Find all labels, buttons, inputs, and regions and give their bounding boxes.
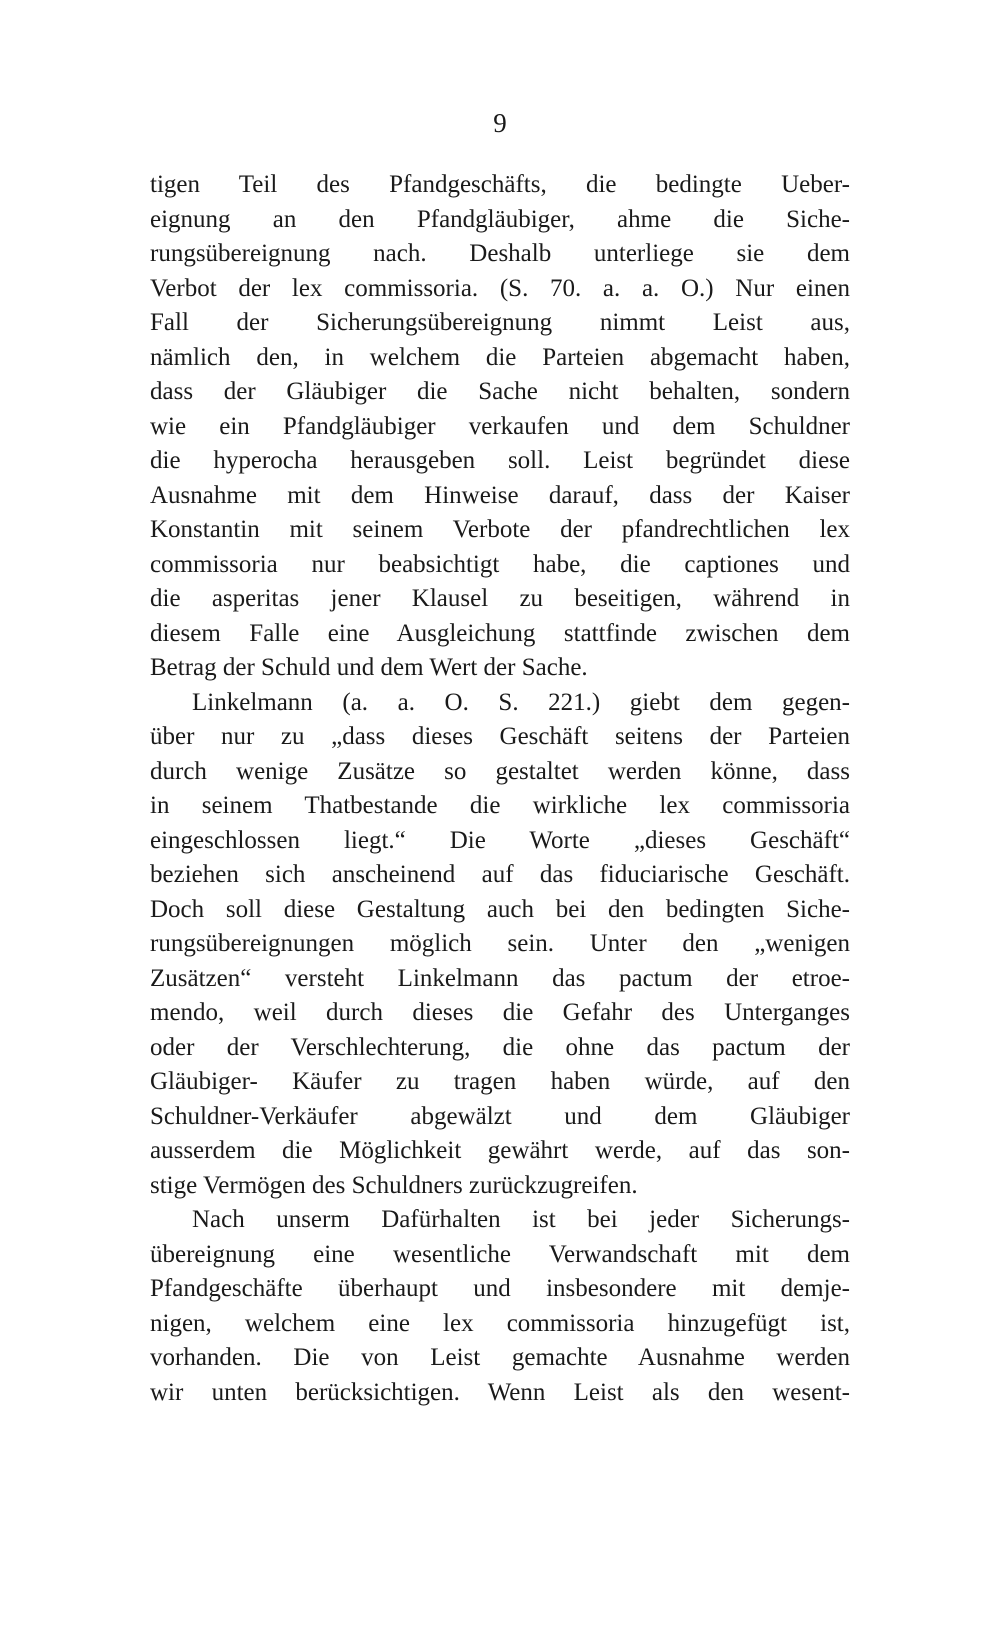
text-line: Nach unserm Dafürhalten ist bei jeder Sicherungs- [192, 1206, 850, 1233]
text-line: ausserdem die Möglichkeit gewährt werde, auf das son- [150, 1137, 850, 1164]
text-line: Ausnahme mit dem Hinweise darauf, dass der Kaiser [150, 481, 850, 509]
text-line: Betrag der Schuld und dem Wert der Sache. [150, 654, 588, 681]
text-line: dass der Gläubiger die Sache nicht behalten, sondern [150, 378, 850, 405]
text-line: Konstantin mit seinem Verbote der pfandrechtlichen lex [150, 516, 850, 543]
text-line: übereignung eine wesentliche Verwandschaft mit dem [150, 1240, 850, 1268]
text-line: wir unten berücksichtigen. Wenn Leist als den wesent- [150, 1378, 850, 1406]
text-line: eingeschlossen liegt.“ Die Worte „dieses Geschäft“ [150, 826, 850, 854]
text-line: stige Vermögen des Schuldners zurückzugreifen. [150, 1171, 638, 1199]
text-line: mendo, weil durch dieses die Gefahr des Unterganges [150, 999, 850, 1026]
text-line: über nur zu „dass dieses Geschäft seitens der Parteien [150, 723, 850, 750]
text-line: nämlich den, in welchem die Parteien abgemacht haben, [150, 343, 850, 371]
text-line: nigen, welchem eine lex commissoria hinzugefügt ist, [150, 1309, 850, 1337]
text-line: wie ein Pfandgläubiger verkaufen und dem Schuldner [150, 412, 850, 440]
text-line: Zusätzen“ versteht Linkelmann das pactum der etroe- [150, 964, 850, 992]
text-line: rungsübereignungen möglich sein. Unter den „wenigen [150, 930, 850, 957]
text-line: die asperitas jener Klausel zu beseitigen, während in [150, 585, 850, 612]
text-line: Fall der Sicherungsübereignung nimmt Leist aus, [150, 309, 850, 336]
text-line: Pfandgeschäfte überhaupt und insbesondere mit demje- [150, 1275, 850, 1302]
text-line: vorhanden. Die von Leist gemachte Ausnahme werden [150, 1344, 850, 1371]
text-line: commissoria nur beabsichtigt habe, die captiones und [150, 550, 850, 578]
text-line: diesem Falle eine Ausgleichung stattfinde zwischen dem [150, 619, 850, 647]
text-line: in seinem Thatbestande die wirkliche lex commissoria [150, 792, 850, 819]
text-line: durch wenige Zusätze so gestaltet werden könne, dass [150, 757, 850, 785]
text-line: beziehen sich anscheinend auf das fiduciarische Geschäft. [150, 861, 850, 888]
text-line: Linkelmann (a. a. O. S. 221.) giebt dem gegen- [192, 688, 850, 716]
text-line: eignung an den Pfandgläubiger, ahme die Siche- [150, 205, 850, 233]
text-line: Gläubiger- Käufer zu tragen haben würde, auf den [150, 1068, 850, 1095]
text-line: oder der Verschlechterung, die ohne das pactum der [150, 1033, 850, 1061]
text-line: Verbot der lex commissoria. (S. 70. a. a. O.) Nur einen [150, 274, 850, 302]
text-line: rungsübereignung nach. Deshalb unterliege sie dem [150, 240, 850, 267]
page-number: 9 [493, 108, 507, 138]
body-text [150, 168, 850, 1410]
text-line: Schuldner-Verkäufer abgewälzt und dem Gläubiger [150, 1102, 850, 1130]
text-line: Doch soll diese Gestaltung auch bei den bedingten Siche- [150, 895, 850, 923]
text-line: tigen Teil des Pfandgeschäfts, die bedingte Ueber- [150, 171, 850, 198]
text-line: die hyperocha herausgeben soll. Leist begründet diese [150, 447, 850, 474]
